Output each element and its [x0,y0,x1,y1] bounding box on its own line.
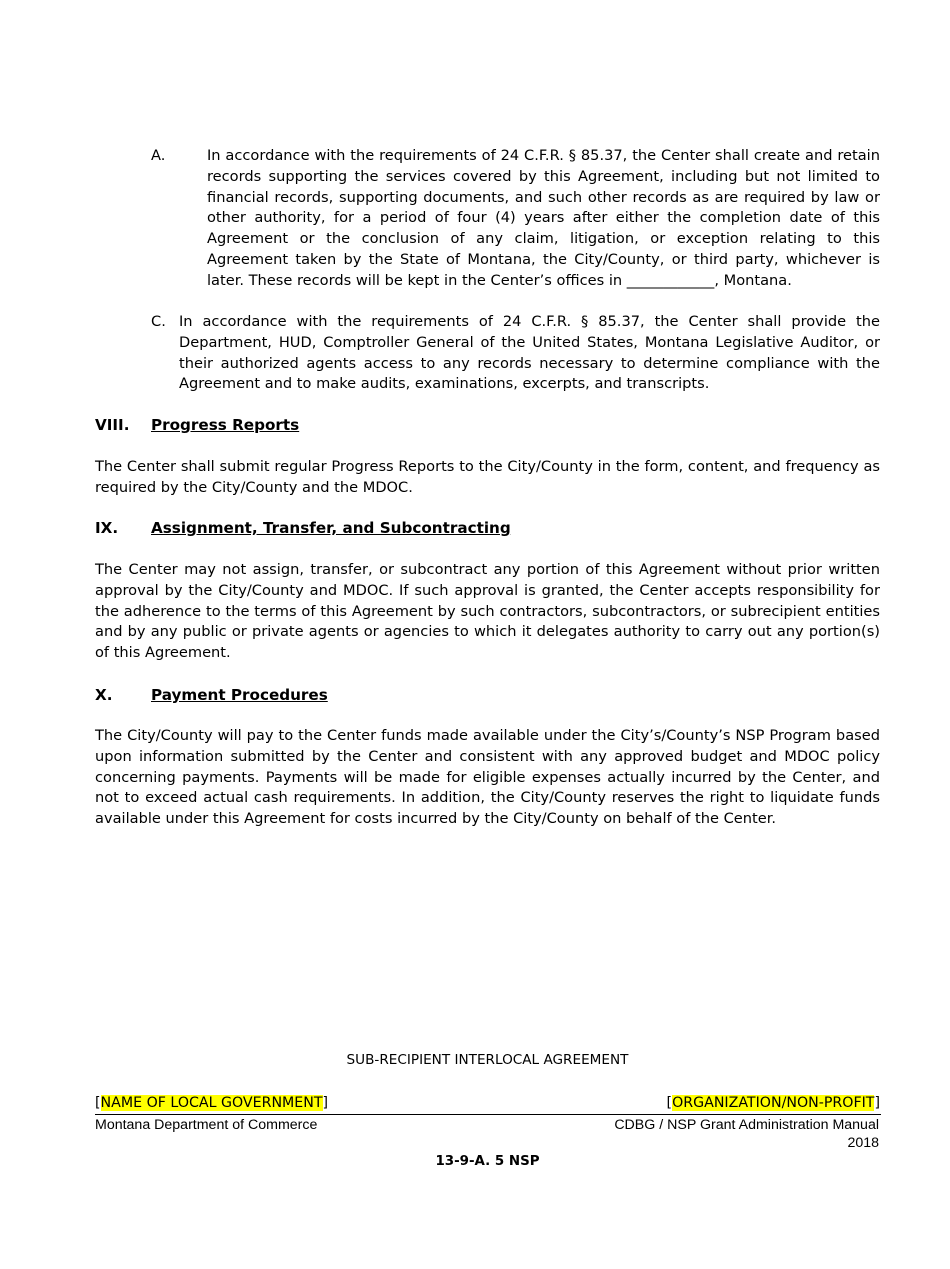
section-heading-ix [95,518,511,538]
list-item-c-text: In accordance with the requirements of 24 C.F.R. § 85.37, the Center shall provide the Department, HUD, Comptroller General of the United States, Montana Legislative Auditor, or their authorized agents access to any records necessary to determine compliance with the Agreement and to make audits, examinations, excerpts, and transcripts. [179,313,880,393]
section-title-x: Payment Procedures [151,686,328,704]
section-paragraph-viii: The Center shall submit regular Progress Reports to the City/County in the form, content, and frequency as required by the City/County and the MDOC. [95,458,880,496]
footer-manual-title: CDBG / NSP Grant Administration Manual [614,1117,879,1133]
list-marker-c: C. [151,313,166,330]
section-paragraph-x: The City/County will pay to the Center funds made available under the City’s/County’s NSP Program based upon information submitted by the Center and consistent with any approved budget and MDOC policy concerning payments. Payments will be made for eligible expenses actually incurred by the Center, and not to exceed actual cash requirements. In addition, the City/County reserves the right to liquidate funds available under this Agreement for costs incurred by the City/County on behalf of the Center. [95,727,880,828]
section-heading-viii [95,415,299,435]
footer-right-placeholder [667,1094,880,1113]
list-marker-a: A. [151,147,166,164]
footer-department: Montana Department of Commerce [95,1117,318,1133]
section-title-viii: Progress Reports [151,416,300,434]
list-item-a [151,146,880,292]
page-number-code: 13-9-A. 5 NSP [435,1154,540,1169]
section-number-viii: VIII. [95,416,130,434]
footer-divider [95,1114,881,1115]
section-number-ix: IX. [95,519,119,537]
section-title-ix: Assignment, Transfer, and Subcontracting [151,519,511,537]
local-government-placeholder: NAME OF LOCAL GOVERNMENT [100,1095,323,1111]
bracket-open-right: [ [666,1095,673,1111]
footer-year: 2018 [847,1135,879,1151]
organization-placeholder: ORGANIZATION/NON-PROFIT [672,1095,875,1111]
section-number-x: X. [95,686,113,704]
bracket-close-left: ] [322,1095,329,1111]
bracket-close-right: ] [874,1095,880,1111]
footer-document-title: SUB-RECIPIENT INTERLOCAL AGREEMENT [346,1052,629,1068]
footer-left-placeholder [95,1094,328,1113]
bracket-open-left: [ [95,1095,101,1111]
section-paragraph-ix: The Center may not assign, transfer, or subcontract any portion of this Agreement without prior written approval by the City/County and MDOC. If such approval is granted, the Center accepts responsibility for the adherence to the terms of this Agreement by such contractors, subcontractors, or subrecipient entities and by any public or private agents or agencies to which it delegates authority to carry out any portion(s) of this Agreement. [95,561,880,662]
list-item-c [151,312,880,395]
section-heading-x [95,685,328,705]
list-item-a-text: In accordance with the requirements of 24 C.F.R. § 85.37, the Center shall create and retain records supporting the services covered by this Agreement, including but not limited to financial records, supporting documents, and such other records as are required by law or other authority, for a period of four (4) years after either the completion date of this Agreement or the conclusion of any claim, litigation, or exception relating to this Agreement taken by the State of Montana, the City/County, or third party, whichever is later. These records will be kept in the Center’s offices in ____________, Montana. [207,147,880,289]
